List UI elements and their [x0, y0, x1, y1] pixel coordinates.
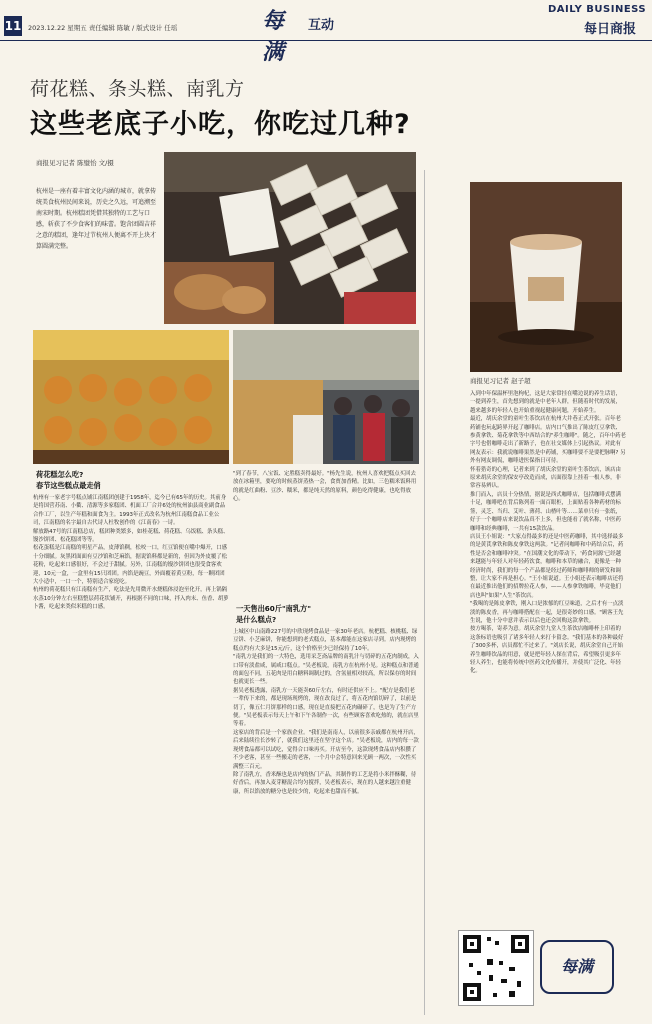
photo-customers-queue — [233, 330, 419, 464]
section-name: 互动 — [308, 18, 335, 33]
qr-code[interactable] — [458, 930, 534, 1006]
article-kicker: 荷花糕、条头糕、南乳方 — [30, 78, 245, 100]
section3-title: 一天售出60斤"南乳方" — [236, 604, 311, 613]
photo-cakes-display — [164, 152, 416, 324]
sidebar-byline: 商报见习记者 赵子超 — [470, 377, 531, 385]
section1-body: 杭州有一家老字号糕点铺江南糕团创建于1958年，迄今已有65年的历史。其前身是将国营苏南、小衢、清源等多家糕团、机面工厂合并6处的杭州油县商业副食品合作工厂，以生产年糕和面食为主。1993年正式改名为杭州江南糕食品工业公司，江南糕的名字最自古代诗人杜牧创作的《江南春》一诗。 解放路47号的江南糕总店，糕团种类繁多，如桂花糕、荷花糕、乌饭糕、条头糕、馒沙饼团、松花糕团等等。 松花蛋糕是江南糕的明星产品，皮薄馅稠，松咬一口，红豆馅便在嘴中爆开，口感十分细腻。灰黑团面面有豆沙馅和芝麻馅，据说馅料都是新的，但因为外皮覆了松花粉，吃起来口感很好，不会过于甜腻。另外，江南糕的馒沙饼团也很受食客欢迎，10元一盒，一盒里有15只团团。内馅是豌豆，外面覆着黄豆粉，每一颗团团大小适中，一口一个，特别适合家庭吃。 杭州的荷花糕只有江南糕有生产，吃法是先用微开水烧糕体浸泡至化开，再上锅隔水蒸10分钟左右至糕整层荷花状铺开，再根据不同的口味，拌入肉末、鱼香、胡萝卜酱，吃起来类似米糕的口感。 — [33, 495, 229, 611]
page-number: 11 — [4, 16, 22, 36]
masthead-logo: 每满 — [262, 8, 285, 65]
section3-body: 上城区中山南路227号的中欣现烤食品是一家30年老店。杭杷糕、核桃糕、绿豆饼、小芝麻饼，你能想到的老式糕点，基本都能在这家店寻到。店内现烤的糕点约有大多是15元/斤，这个价格至少已经保持了10年。 "南乳方是我们的一大特色，选用采芝斋品牌的南乳汁与切碎的五花肉制成，入口带有淡盐咸，属咸口糕点。"吴老板说，南乳方在杭州小见。这种糕点和普通的面包不同，五花肉是用白糖料调制过的，含氢量相对较高，所以保存的时间也就更长一些。 据吴老板透露，南乳方一天能卖60斤左右，有时还供应不上。"配方是我们老一辈传下来的，都是现场现烤的，现在改良过了，将五花肉馅切碎了，以前是切丁，像五仁月饼那样的口感，现在是直接把五花肉碾碎了，也是为了生产方便。"吴老板表示每天上午和下午各制作一次，有些顾客喜欢吃热的，就在店里等着。 这家店的背后是一个家族企业。"我们是南南人，以前很多亲戚都在杭州开店，后来陆续往长沙转了，就我们这里还在坚守这个店。"吴老板说，店内的每一款现烤食品都可以试吃，觉得合口味再买。开店至今，这款现烤食品店内积攒了不少老客，甚至一些搬走的老客，一个月中会特意回来光顾一两次，一次性买满整三百元。 除了南乳方，香米酥也是店内的热门产品，其制作的工艺是将小米拌酥糊，待好香后，再加入麦芽糖混合均匀搅拌，吴老板表示，现在的人越来越注重健康，所以馅放的糖分也是较少的，吃起来也甜而不腻。 — [233, 629, 419, 795]
column2-body1: "到了春节，八宝饭、定胜糕卖得最好。"杨先生说，杭州人喜欢把糕点买回去放在冰箱里，要吃的时候蒸饼蒸热一会，食贾加香精。比如，三色糯米饭料用的就是红曲粉、豆沙、糯米，都是纯天然的原料，颜色吃得健康，也吃得放心。 — [233, 471, 417, 503]
article-headline: 这些老底子小吃，你吃过几种? — [30, 109, 411, 140]
brand-english: DAILY BUSINESS — [548, 4, 647, 15]
photo-coffee-cup — [470, 182, 622, 372]
section3-subtitle: 是什么糕点? — [236, 615, 277, 624]
footer-logo: 每满 — [540, 940, 614, 994]
brand-chinese: 每日商报 — [584, 22, 637, 37]
column-divider — [424, 170, 425, 1015]
issue-meta: 2023.12.22 星期五 责任编辑 陈敏 / 版式设计 任瑶 — [28, 24, 178, 32]
article-intro: 杭州是一座有着丰富文化内涵的城市，就拿传统美食杭州民间来说，历史之久远，可追溯至南宋时期。杭州糕团凭借其独特的工艺与口感，斩获了不少食客们的味蕾。饱含团圆吉祥之意的糕团，逢年过节杭州人便离不开上块才算圆满完整。 — [36, 188, 157, 250]
article-byline: 商报见习记者 陈璧怡 文/摄 — [36, 159, 114, 167]
photo-bakery-shelf — [33, 330, 229, 464]
sidebar-body: 入到中年保温杯里泡枸杞，这是大家常挂在嘴边说的养生话语，一提到养生，首先想到的就是中老年人群，但随着时代的发展，越来越多的年轻人也开始重视起健康问题，开始养生。 最近，胡庆余堂的童叶生茶饮店在杭州大井巷正式开张。百年老药铺也玩起跨界开起了咖啡店。店内口气推出了陈皮红豆拿铁、参黄拿铁、菊花拿铁等中西结合的"养生咖啡"。随之，百年中药老字号也借咖啡走出了新路子，也在社交媒体上引起热议。对此有网友表示：我就说咖啡果然是中药铺，买咖啡要不是要把脉啊? 另外有网友调侃，咖啡进医保指日可待。 怀着猎奇的心理，记者来到了胡庆余堂的童叶生茶饮店，该店由原来胡庆余堂的保安亭改造而成，店面很靠上挂着一根人参，非常容易辨认。 推门而入，店员十分热情，据说是西式咖啡店，包括咖啡式摆满十足，咖啡吧在背后陈列着一面百眼柜，上面贴着各种药材的标签，灵芝、当归、艾叶、薄荷、山楂叶等……菜单只有一张纸，好于一个咖啡店来说饮品真不上多，但也能看了就名称，中医药咖啡和经典咖啡，一共有15款饮品。 店员王小姐说："大家点得最多的还是中医药咖啡，其中选择最多的是黄芪拿铁和陈皮拿铁这两款。"记者问咖啡和中药结合后，药性是否会和咖啡冲突。"在国潮文化的带动下，'药食同源'已经越来越能与年轻人对年轻药饮食，咖啡和本草的融合，更像是一种经济时尚，我们的每一个产品都是经过药师和咖啡师的研发和调整，让大家不再是担心。"王小姐说道。王小姐还表示咖啡店还将在最近推出他们的招牌拉花人参，——人参拿铁咖啡，毕竟他们店也叫"如果"人生"茶饮店。 "我喝的是陈皮拿铁，刚入口是浓郁的红豆味道，之后才有一点淡淡的陈皮香，再与咖啡搭配在一起，是很奇妙的口感。"顾客王先生说，他十分中意并表示以后也还会回购这款拿铁。 按方喝茶，寄养为意。胡庆余堂九堂人生茶饮店咖啡杯上印着的这条标语也吸引了诸多年轻人来打卡留念。"我们基本的各种最好了300多杯，店员都忙不过来了。"刘店长说，胡庆余堂自己开始养生咖啡饮品的用意，就是把年轻人探在背后，希望吸引更多年轻人养生，也能将传统中医药文化传播开，并使其广泛化、年轻化。 — [470, 391, 626, 675]
section1-subtitle: 春节这些糕点最走俏 — [36, 481, 101, 490]
section1-title: 荷花糕怎么吃? — [36, 470, 84, 479]
